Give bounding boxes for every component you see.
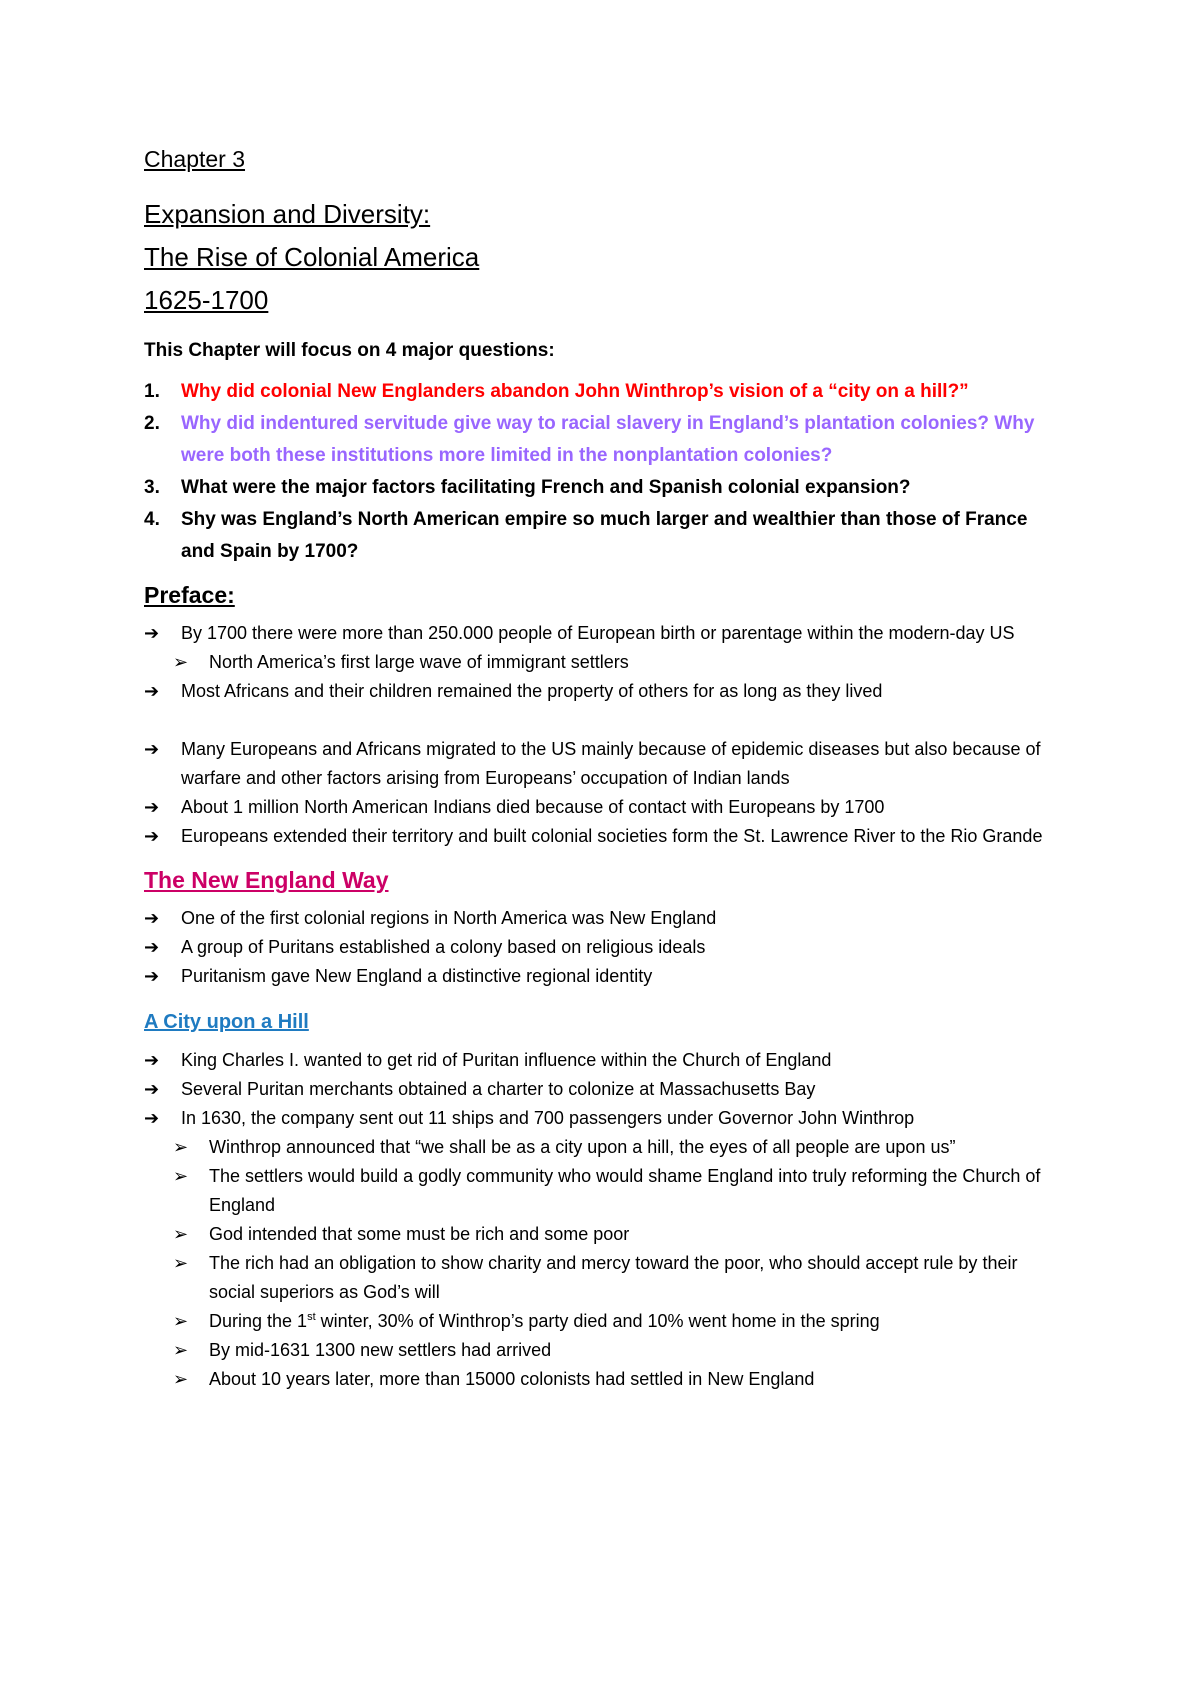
list-item-text: During the 1: [209, 1311, 308, 1331]
title-line-1: Expansion and Diversity:: [144, 199, 431, 229]
arrowhead-bullet-icon: ➢: [173, 1311, 189, 1331]
question-2: [144, 408, 1064, 472]
arrow-bullet-icon: ➔: [144, 966, 160, 986]
question-3: [144, 472, 1064, 504]
question-1: [144, 376, 1064, 408]
list-item: [144, 648, 1064, 677]
list-item: [144, 1133, 1064, 1162]
list-item-text: A group of Puritans established a colony based on religious ideals: [181, 937, 706, 957]
arrowhead-bullet-icon: ➢: [173, 1166, 189, 1186]
focus-intro: This Chapter will focus on 4 major questions:: [144, 340, 555, 361]
list-item: [144, 1075, 1064, 1104]
list-item-text: Most Africans and their children remained the property of others for as long as they lived: [181, 681, 883, 701]
preface-list: [144, 619, 1064, 851]
arrowhead-bullet-icon: ➢: [173, 1340, 189, 1360]
arrow-bullet-icon: ➔: [144, 623, 160, 643]
arrowhead-bullet-icon: ➢: [173, 1137, 189, 1157]
arrow-bullet-icon: ➔: [144, 1079, 160, 1099]
list-item-text: In 1630, the company sent out 11 ships and 700 passengers under Governor John Winthrop: [181, 1108, 915, 1128]
city-hill-list: [144, 1046, 1064, 1394]
list-item-text: Europeans extended their territory and built colonial societies form the St. Lawrence River to the Rio Grande: [181, 826, 1043, 846]
list-item: [144, 904, 1064, 933]
arrow-bullet-icon: ➔: [144, 681, 160, 701]
list-item-text: The rich had an obligation to show charity and mercy toward the poor, who should accept rule by their social superiors as God’s will: [209, 1253, 1018, 1302]
list-item: [144, 735, 1064, 793]
title-line-3: 1625-1700: [144, 285, 269, 315]
list-item: [144, 1365, 1064, 1394]
list-item: [144, 1249, 1064, 1307]
list-item: [144, 1104, 1064, 1133]
question-text: Why did indentured servitude give way to racial slavery in England’s plantation colonies? Why were both these institutions more limited in the nonplantation colonies?: [181, 413, 1035, 466]
list-item-text: The settlers would build a godly community who would shame England into truly reforming the Church of England: [209, 1166, 1041, 1215]
list-item: [144, 1220, 1064, 1249]
list-item: [144, 1336, 1064, 1365]
new-england-heading: The New England Way: [144, 867, 389, 893]
list-item-text: About 10 years later, more than 15000 colonists had settled in New England: [209, 1369, 815, 1389]
question-text: What were the major factors facilitating French and Spanish colonial expansion?: [181, 477, 911, 498]
questions-list: [144, 376, 1064, 568]
list-item-text: About 1 million North American Indians died because of contact with Europeans by 1700: [181, 797, 885, 817]
arrowhead-bullet-icon: ➢: [173, 652, 189, 672]
list-item-text: Winthrop announced that “we shall be as a city upon a hill, the eyes of all people are upon us”: [209, 1137, 956, 1157]
arrow-bullet-icon: ➔: [144, 739, 160, 759]
list-item-text: Many Europeans and Africans migrated to the US mainly because of epidemic diseases but also because of warfare and other factors arising from Europeans’ occupation of Indian lands: [181, 739, 1041, 788]
list-item: [144, 1162, 1064, 1220]
list-item: [144, 822, 1064, 851]
arrowhead-bullet-icon: ➢: [173, 1253, 189, 1273]
list-item: [144, 793, 1064, 822]
arrow-bullet-icon: ➔: [144, 797, 160, 817]
list-item-text: Puritanism gave New England a distinctive regional identity: [181, 966, 653, 986]
list-item-text: God intended that some must be rich and some poor: [209, 1224, 630, 1244]
arrowhead-bullet-icon: ➢: [173, 1369, 189, 1389]
list-item: [144, 962, 1064, 991]
preface-heading: Preface:: [144, 582, 235, 608]
list-item: [144, 619, 1064, 648]
list-item-text: North America’s first large wave of immigrant settlers: [209, 652, 629, 672]
list-item: [144, 933, 1064, 962]
list-item: [144, 677, 1064, 706]
list-item-text: One of the first colonial regions in North America was New England: [181, 908, 717, 928]
question-number: 2.: [144, 413, 160, 434]
list-item-text: King Charles I. wanted to get rid of Puritan influence within the Church of England: [181, 1050, 832, 1070]
arrowhead-bullet-icon: ➢: [173, 1224, 189, 1244]
question-text: Shy was England’s North American empire so much larger and wealthier than those of France and Spain by 1700?: [181, 509, 1028, 562]
question-number: 1.: [144, 381, 160, 402]
new-england-list: [144, 904, 1064, 991]
question-text: Why did colonial New Englanders abandon John Winthrop’s vision of a “city on a hill?”: [181, 381, 969, 402]
question-number: 3.: [144, 477, 160, 498]
arrow-bullet-icon: ➔: [144, 937, 160, 957]
list-item-text: winter, 30% of Winthrop’s party died and 10% went home in the spring: [315, 1311, 880, 1331]
city-hill-heading: A City upon a Hill: [144, 1011, 309, 1033]
chapter-label: Chapter 3: [144, 146, 246, 172]
document-page: [144, 146, 1064, 1394]
question-number: 4.: [144, 509, 160, 530]
title-line-2: The Rise of Colonial America: [144, 242, 480, 272]
document-title: [144, 193, 1064, 322]
arrow-bullet-icon: ➔: [144, 908, 160, 928]
question-4: [144, 504, 1064, 568]
arrow-bullet-icon: ➔: [144, 1050, 160, 1070]
list-item: [144, 1307, 1064, 1336]
list-item-text: By 1700 there were more than 250.000 people of European birth or parentage within the modern-day US: [181, 623, 1015, 643]
superscript: st: [307, 1311, 316, 1323]
list-item-text: By mid-1631 1300 new settlers had arrived: [209, 1340, 552, 1360]
arrow-bullet-icon: ➔: [144, 826, 160, 846]
list-item-text: Several Puritan merchants obtained a charter to colonize at Massachusetts Bay: [181, 1079, 816, 1099]
arrow-bullet-icon: ➔: [144, 1108, 160, 1128]
list-item: [144, 1046, 1064, 1075]
